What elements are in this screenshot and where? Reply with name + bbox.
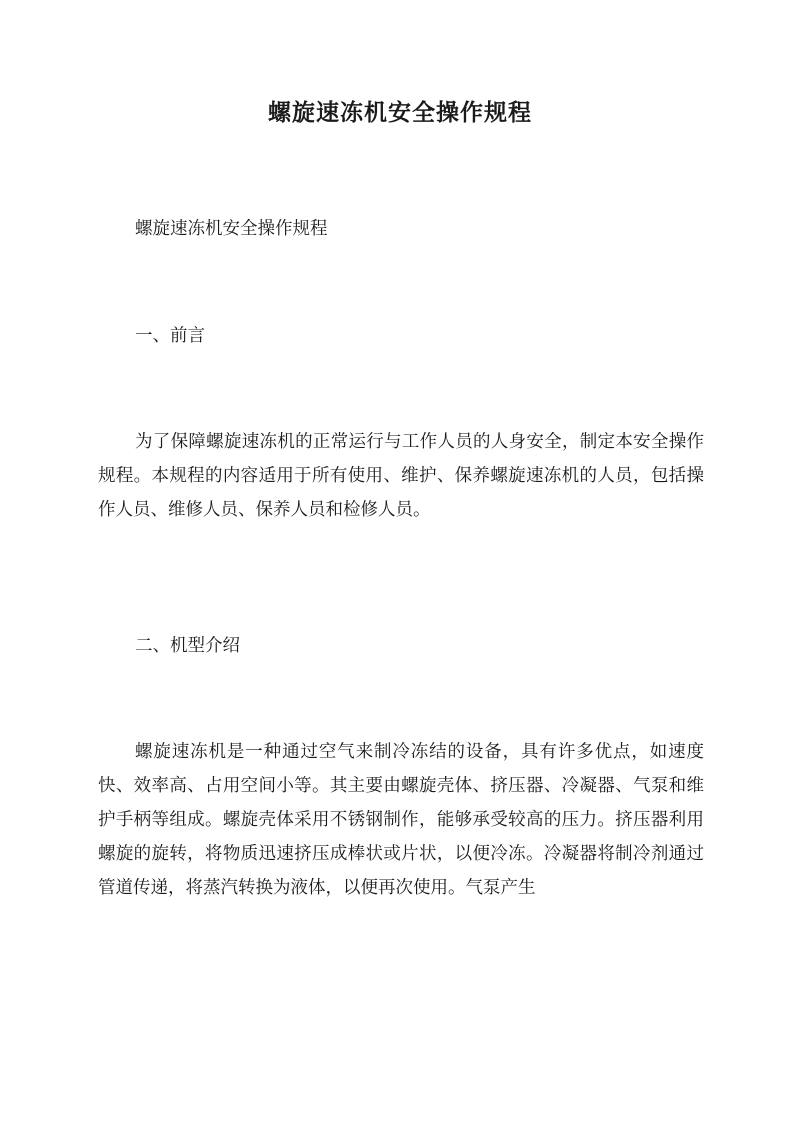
document-title: 螺旋速冻机安全操作规程 (268, 99, 532, 126)
section-paragraph-model-intro: 螺旋速冻机是一种通过空气来制冷冻结的设备，具有许多优点，如速度快、效率高、占用空间小等。其主要由螺旋壳体、挤压器、冷凝器、气泵和维护手柄等组成。螺旋壳体采用不锈钢制作，能够承受较高的压力。挤压器利用螺旋的旋转，将物质迅速挤压成棒状或片状，以便冷冻。冷凝器将制冷剂通过管道传递，将蒸汽转换为液体，以便再次使用。气泵产生 (98, 742, 704, 898)
section-heading-model-intro: 二、机型介绍 (135, 636, 240, 656)
section-paragraph-preface: 为了保障螺旋速冻机的正常运行与工作人员的人身安全，制定本安全操作规程。本规程的内容适用于所有使用、维护、保养螺旋速冻机的人员，包括操作人员、维修人员、保养人员和检修人员。 (98, 432, 704, 520)
document-subtitle: 螺旋速冻机安全操作规程 (135, 219, 328, 239)
section-heading-preface: 一、前言 (135, 326, 205, 346)
